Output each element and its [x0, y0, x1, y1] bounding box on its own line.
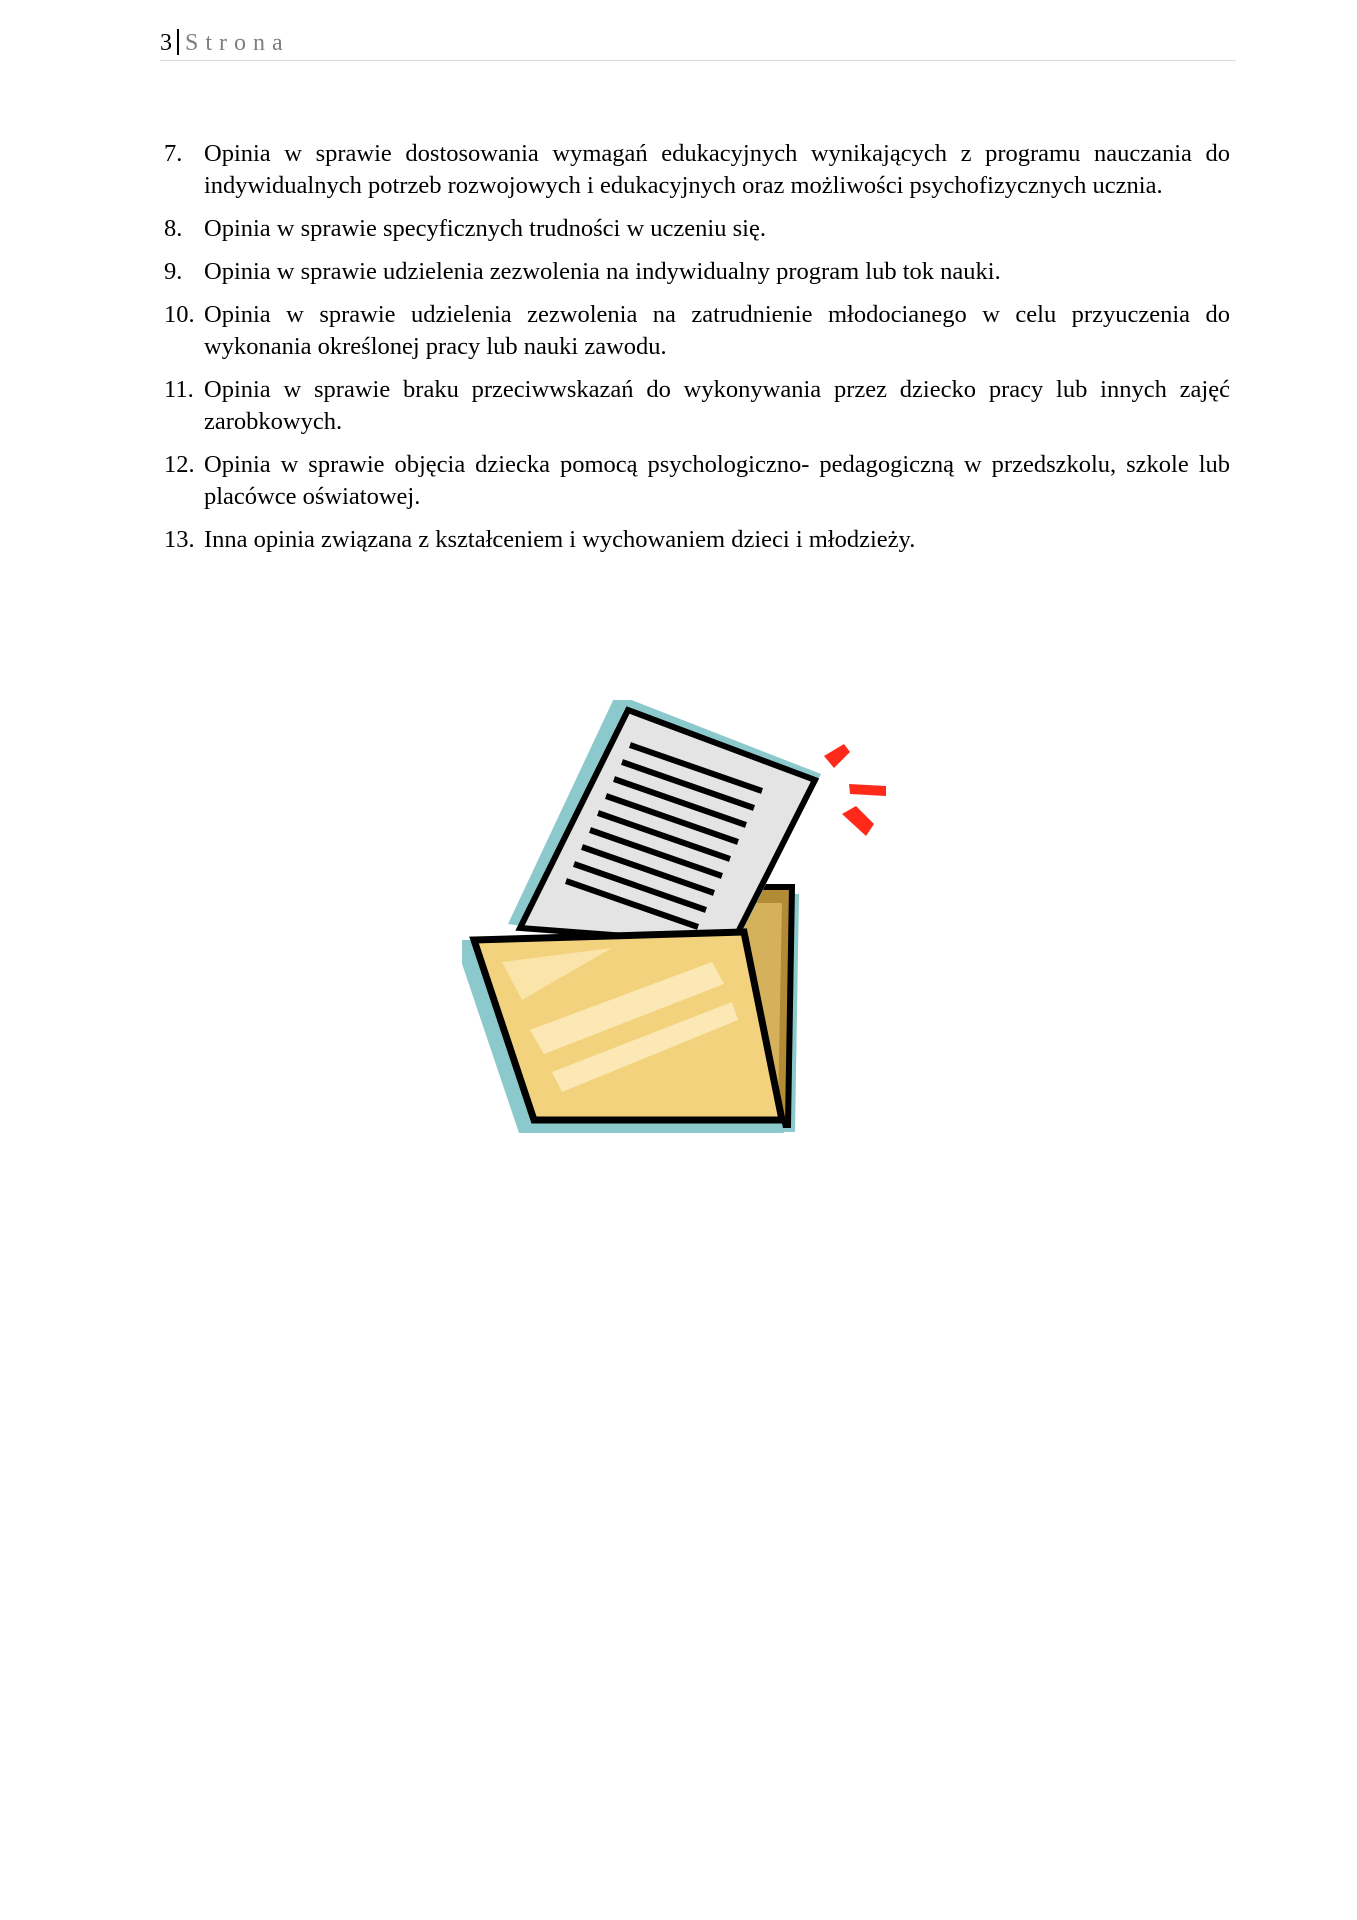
- header-separator: [177, 29, 179, 55]
- list-item-number: 10.: [164, 301, 195, 328]
- list-item: [164, 524, 1230, 556]
- opinion-list: [164, 138, 1230, 567]
- list-item-text: Opinia w sprawie udzielenia zezwolenia na indywidualny program lub tok nauki.: [204, 258, 1001, 285]
- list-item-number: 13.: [164, 526, 195, 553]
- folder-with-document-icon: [462, 700, 892, 1140]
- list-item: [164, 374, 1230, 438]
- list-item-text: Inna opinia związana z kształceniem i wychowaniem dzieci i młodzieży.: [204, 526, 916, 553]
- list-item-number: 7.: [164, 140, 183, 167]
- list-item-text: Opinia w sprawie braku przeciwwskazań do wykonywania przez dziecko pracy lub innych zajęć zarobkowych.: [204, 376, 1230, 435]
- list-item-number: 9.: [164, 258, 183, 285]
- list-item: [164, 138, 1230, 202]
- list-item: [164, 213, 1230, 245]
- list-item-number: 12.: [164, 451, 195, 478]
- alert-marks-icon: [824, 744, 886, 836]
- list-item-text: Opinia w sprawie dostosowania wymagań edukacyjnych wynikających z programu nauczania do indywidualnych potrzeb rozwojowych i edukacyjnych oraz możliwości psychofizycznych ucznia.: [204, 140, 1230, 199]
- list-item: [164, 256, 1230, 288]
- list-item-text: Opinia w sprawie specyficznych trudności w uczeniu się.: [204, 215, 766, 242]
- list-item: [164, 299, 1230, 363]
- page-number: 3: [160, 30, 172, 56]
- list-item-text: Opinia w sprawie udzielenia zezwolenia na zatrudnienie młodocianego w celu przyuczenia do wykonania określonej pracy lub nauki zawodu.: [204, 301, 1230, 360]
- folder-clipart: [462, 700, 892, 1140]
- list-item-number: 11.: [164, 376, 194, 403]
- list-item-text: Opinia w sprawie objęcia dziecka pomocą psychologiczno- pedagogiczną w przedszkolu, szkole lub placówce oświatowej.: [204, 451, 1230, 510]
- page-header: [160, 26, 1236, 61]
- list-item: [164, 449, 1230, 513]
- folder-front: [462, 932, 784, 1133]
- page-label: Strona: [185, 30, 290, 56]
- list-item-number: 8.: [164, 215, 183, 242]
